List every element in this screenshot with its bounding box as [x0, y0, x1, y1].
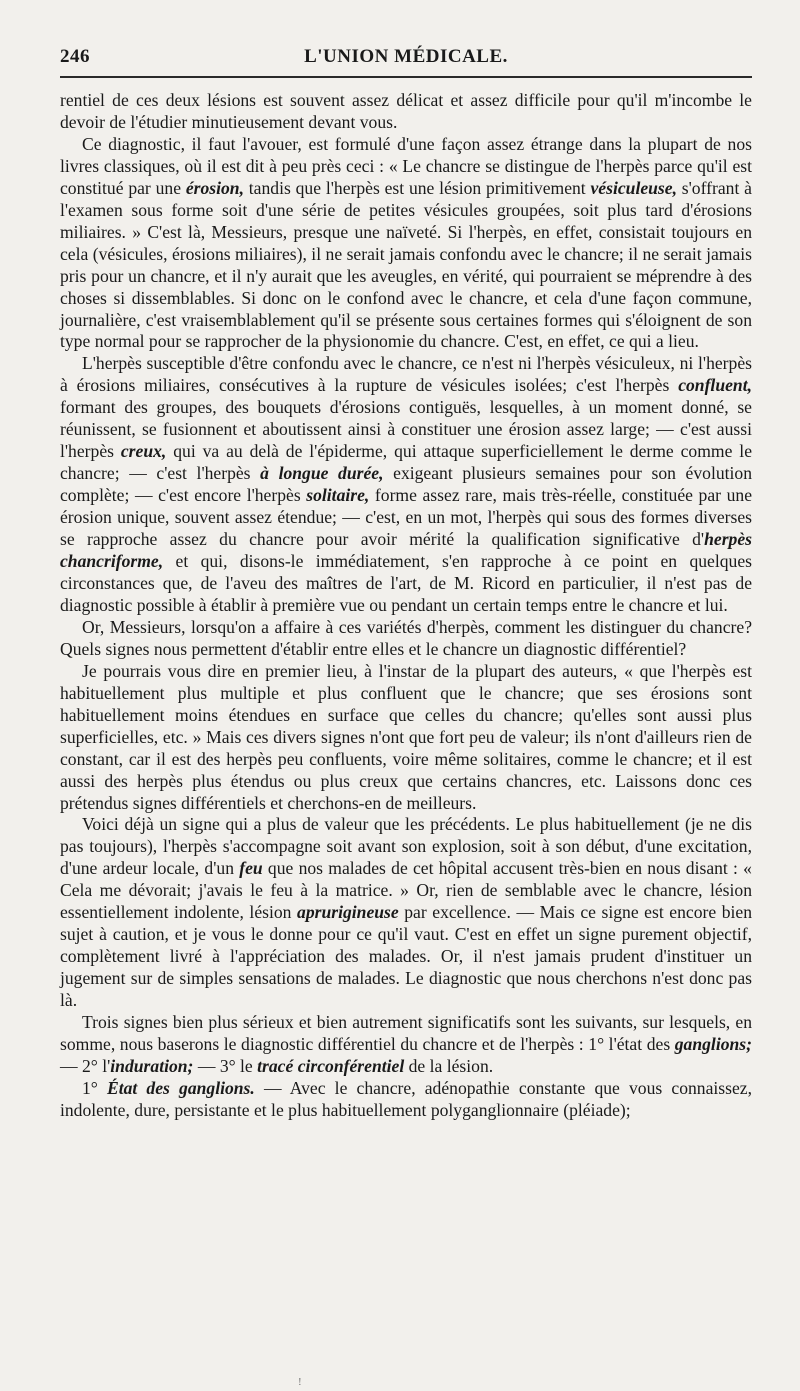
emphasized-text: à longue durée,: [260, 463, 384, 484]
text-run: rentiel de ces deux lésions est souvent assez délicat et assez difficile pour qu'il m'incombe le devoir de l'étudier minutieusement devant vous.: [60, 90, 752, 132]
paragraph: [60, 1078, 752, 1122]
text-run: Ce diagnostic, il faut l'avouer, est formulé d'une façon assez étrange dans la plupart de nos livres classiques, où il est dit à peu près ceci : « Le chancre se distingue de l'herpès parce qu'il est constitué par une: [60, 133, 752, 198]
emphasized-text: feu: [239, 858, 263, 879]
text-run: tandis que l'herpès est une lésion primitivement: [243, 177, 591, 198]
emphasized-text: tracé circonférentiel: [257, 1055, 405, 1076]
emphasized-text: érosion,: [185, 177, 244, 198]
text-run: Voici déjà un signe qui a plus de valeur que les précédents. Le plus habituellement (je ne dis pas toujours), l'herpès s'accompagne soit avant son explosion, soit à son début, d'une excitation, d'une ardeur locale, d'un: [60, 814, 752, 879]
running-title: L'UNION MÉDICALE.: [304, 46, 508, 67]
text-run: Je pourrais vous dire en premier lieu, à l'instar de la plupart des auteurs, « que l'herpès est habituellement plus multiple et plus confluent que le chancre; que ses érosions sont habituellement moins étendues en surface que celles du chancre; qu'elles sont aussi plus superficielles, etc. » Mais ces divers signes n'ont que fort peu de valeur; ils n'ont d'ailleurs rien de constant, car il est des herpès peu confluents, voire même solitaires, comme le chancre; et il est aussi des herpès plus étendus ou plus creux que certains chancres, etc. Laissons donc ces prétendus signes différentiels et cherchons-en de meilleurs.: [60, 660, 752, 813]
text-run: par excellence. — Mais ce signe est encore bien sujet à caution, et je vous le donne pour ce qu'il vaut. C'est en effet un signe purement objectif, complètement livré à l'appréciation des malades. Or, il n'est jamais prudent d'instituer un jugement sur de simples sensations de malades. Le diagnostic que nous cherchons n'est donc pas là.: [60, 902, 752, 1011]
emphasized-text: confluent,: [678, 375, 752, 396]
text-run: formant des groupes, des bouquets d'érosions contiguës, lesquelles, à un moment donné, se réunissent, se fusionnent et aboutissent ainsi à constituer une érosion assez large; — c'est aussi l'herpès: [60, 397, 752, 462]
emphasized-text: État des ganglions.: [106, 1077, 255, 1098]
page-number: 246: [60, 46, 90, 67]
paragraph: [60, 661, 752, 815]
text-run: forme assez rare, mais très-réelle, constituée par une érosion unique, souvent assez étendue; — c'est, en un mot, l'herpès qui sous des formes diverses se rapproche assez du chancre pour avoir mérité la qualification significative d': [60, 485, 752, 550]
paragraph: [60, 814, 752, 1012]
emphasized-text: creux,: [120, 441, 167, 462]
paragraph: [60, 134, 752, 354]
text-run: s'offrant à l'examen sous forme soit d'une série de petites vésicules groupées, soit plus tard d'érosions miliaires. » C'est là, Messieurs, presque une naïveté. Si l'herpès, en effet, consistait toujours en cela (vésicules, érosions miliaires), il ne serait jamais confondu avec le chancre; il ne serait jamais pris pour un chancre, et il n'y aurait que les aveugles, en vérité, qui pourraient se méprendre à des choses si dissemblables. Si donc on le confond avec le chancre, et cela d'une façon commune, journalière, c'est vraisemblablement qu'il se présente sous certaines formes qui s'éloignent de son type normal pour se rapprocher de la physionomie du chancre. C'est, en effet, ce qui a lieu.: [60, 177, 752, 352]
paragraph: [60, 90, 752, 134]
text-run: Or, Messieurs, lorsqu'on a affaire à ces variétés d'herpès, comment les distinguer du chancre? Quels signes nous permettent d'établir entre elles et le chancre un diagnostic différentiel?: [60, 616, 752, 659]
text-run: exigeant plusieurs semaines pour son évolution complète; — c'est encore l'herpès: [60, 463, 753, 506]
paragraph: [60, 1012, 752, 1078]
text-run: de la lésion.: [404, 1055, 494, 1076]
emphasized-text: induration;: [110, 1055, 194, 1076]
emphasized-text: vésiculeuse,: [590, 177, 677, 198]
text-run: et qui, disons-le immédiatement, s'en rapproche à ce point en quelques circonstances que, de l'aveu des maîtres de l'art, de M. Ricord en particulier, il n'est pas de diagnostic possible à établir à première vue ou pendant un certain temps entre le chancre et lui.: [60, 551, 752, 615]
paragraph: [60, 353, 752, 616]
paragraph: [60, 617, 752, 661]
text-run: — 3° le: [193, 1055, 258, 1076]
emphasized-text: herpès chancriforme,: [60, 529, 752, 572]
text-run: — 2° l': [60, 1055, 111, 1076]
emphasized-text: aprurigineuse: [297, 902, 399, 923]
text-run: 1°: [82, 1077, 107, 1098]
text-run: que nos malades de cet hôpital accusent très-bien en nous disant : « Cela me dévorait; j'avais le feu à la matrice. » Or, rien de semblable avec le chancre, lésion essentiellement indolente, lésion: [60, 858, 752, 923]
text-run: — Avec le chancre, adénopathie constante que vous connaissez, indolente, dure, persistante et le plus habituellement polyganglionnaire (pléiade);: [60, 1077, 752, 1120]
page-header: [60, 46, 752, 72]
body-text: [60, 90, 752, 1122]
text-run: L'herpès susceptible d'être confondu avec le chancre, ce n'est ni l'herpès vésiculeux, ni l'herpès à érosions miliaires, consécutives à la rupture de vésicules isolées; c'est l'herpès: [60, 353, 752, 396]
text-run: qui va au delà de l'épiderme, qui attaque superficiellement le derme comme le chancre; — c'est l'herpès: [60, 441, 753, 484]
text-run: Trois signes bien plus sérieux et bien autrement significatifs sont les suivants, sur lesquels, en somme, nous baserons le diagnostic différentiel du chancre et de l'herpès : 1° l'état des: [60, 1012, 752, 1054]
header-rule: [60, 76, 752, 78]
emphasized-text: ganglions;: [674, 1033, 752, 1054]
fold-mark: !: [298, 1376, 302, 1388]
emphasized-text: solitaire,: [306, 485, 370, 506]
